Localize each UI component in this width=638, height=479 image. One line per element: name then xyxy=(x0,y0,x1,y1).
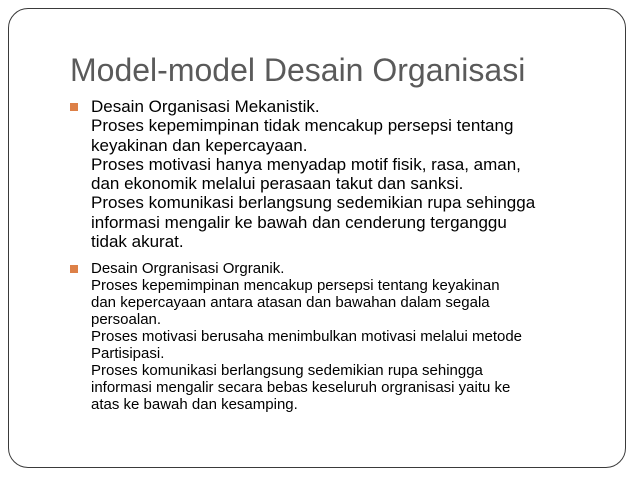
bullet-line: tidak akurat. xyxy=(91,232,184,252)
bullet-line: Proses komunikasi berlangsung sedemikian rupa sehingga xyxy=(91,193,536,213)
bullet-item-organik xyxy=(70,260,610,413)
bullet-line: Proses kepemimpinan mencakup persepsi tentang keyakinan xyxy=(91,277,500,295)
bullet-heading: Desain Organisasi Mekanistik. xyxy=(91,97,320,116)
bullet-line: Partisipasi. xyxy=(91,345,165,363)
square-bullet-icon xyxy=(70,103,78,111)
bullet-line: Proses kepemimpinan tidak mencakup persepsi tentang xyxy=(91,116,514,136)
slide-title: Model-model Desain Organisasi xyxy=(70,52,526,88)
bullet-line: informasi mengalir ke bawah dan cenderung terganggu xyxy=(91,212,507,232)
bullet-heading: Desain Orgranisasi Orgranik. xyxy=(91,260,285,278)
bullet-line: informasi mengalir secara bebas keseluruh orgranisasi yaitu ke xyxy=(91,379,511,397)
bullet-item-mekanistik xyxy=(70,97,610,251)
bullet-line: Proses motivasi hanya menyadap motif fisik, rasa, aman, xyxy=(91,154,521,174)
bullet-line: dan ekonomik melalui perasaan takut dan sanksi. xyxy=(91,174,464,194)
bullet-line: persoalan. xyxy=(91,311,162,329)
bullet-line: keyakinan dan kepercayaan. xyxy=(91,135,308,155)
bullet-line: atas ke bawah dan kesamping. xyxy=(91,396,298,414)
bullet-line: dan kepercayaan antara atasan dan bawahan dalam segala xyxy=(91,294,490,312)
bullet-list xyxy=(70,97,610,413)
square-bullet-icon xyxy=(70,265,78,273)
bullet-line: Proses komunikasi berlangsung sedemikian rupa sehingga xyxy=(91,362,483,380)
bullet-line: Proses motivasi berusaha menimbulkan motivasi melalui metode xyxy=(91,328,523,346)
